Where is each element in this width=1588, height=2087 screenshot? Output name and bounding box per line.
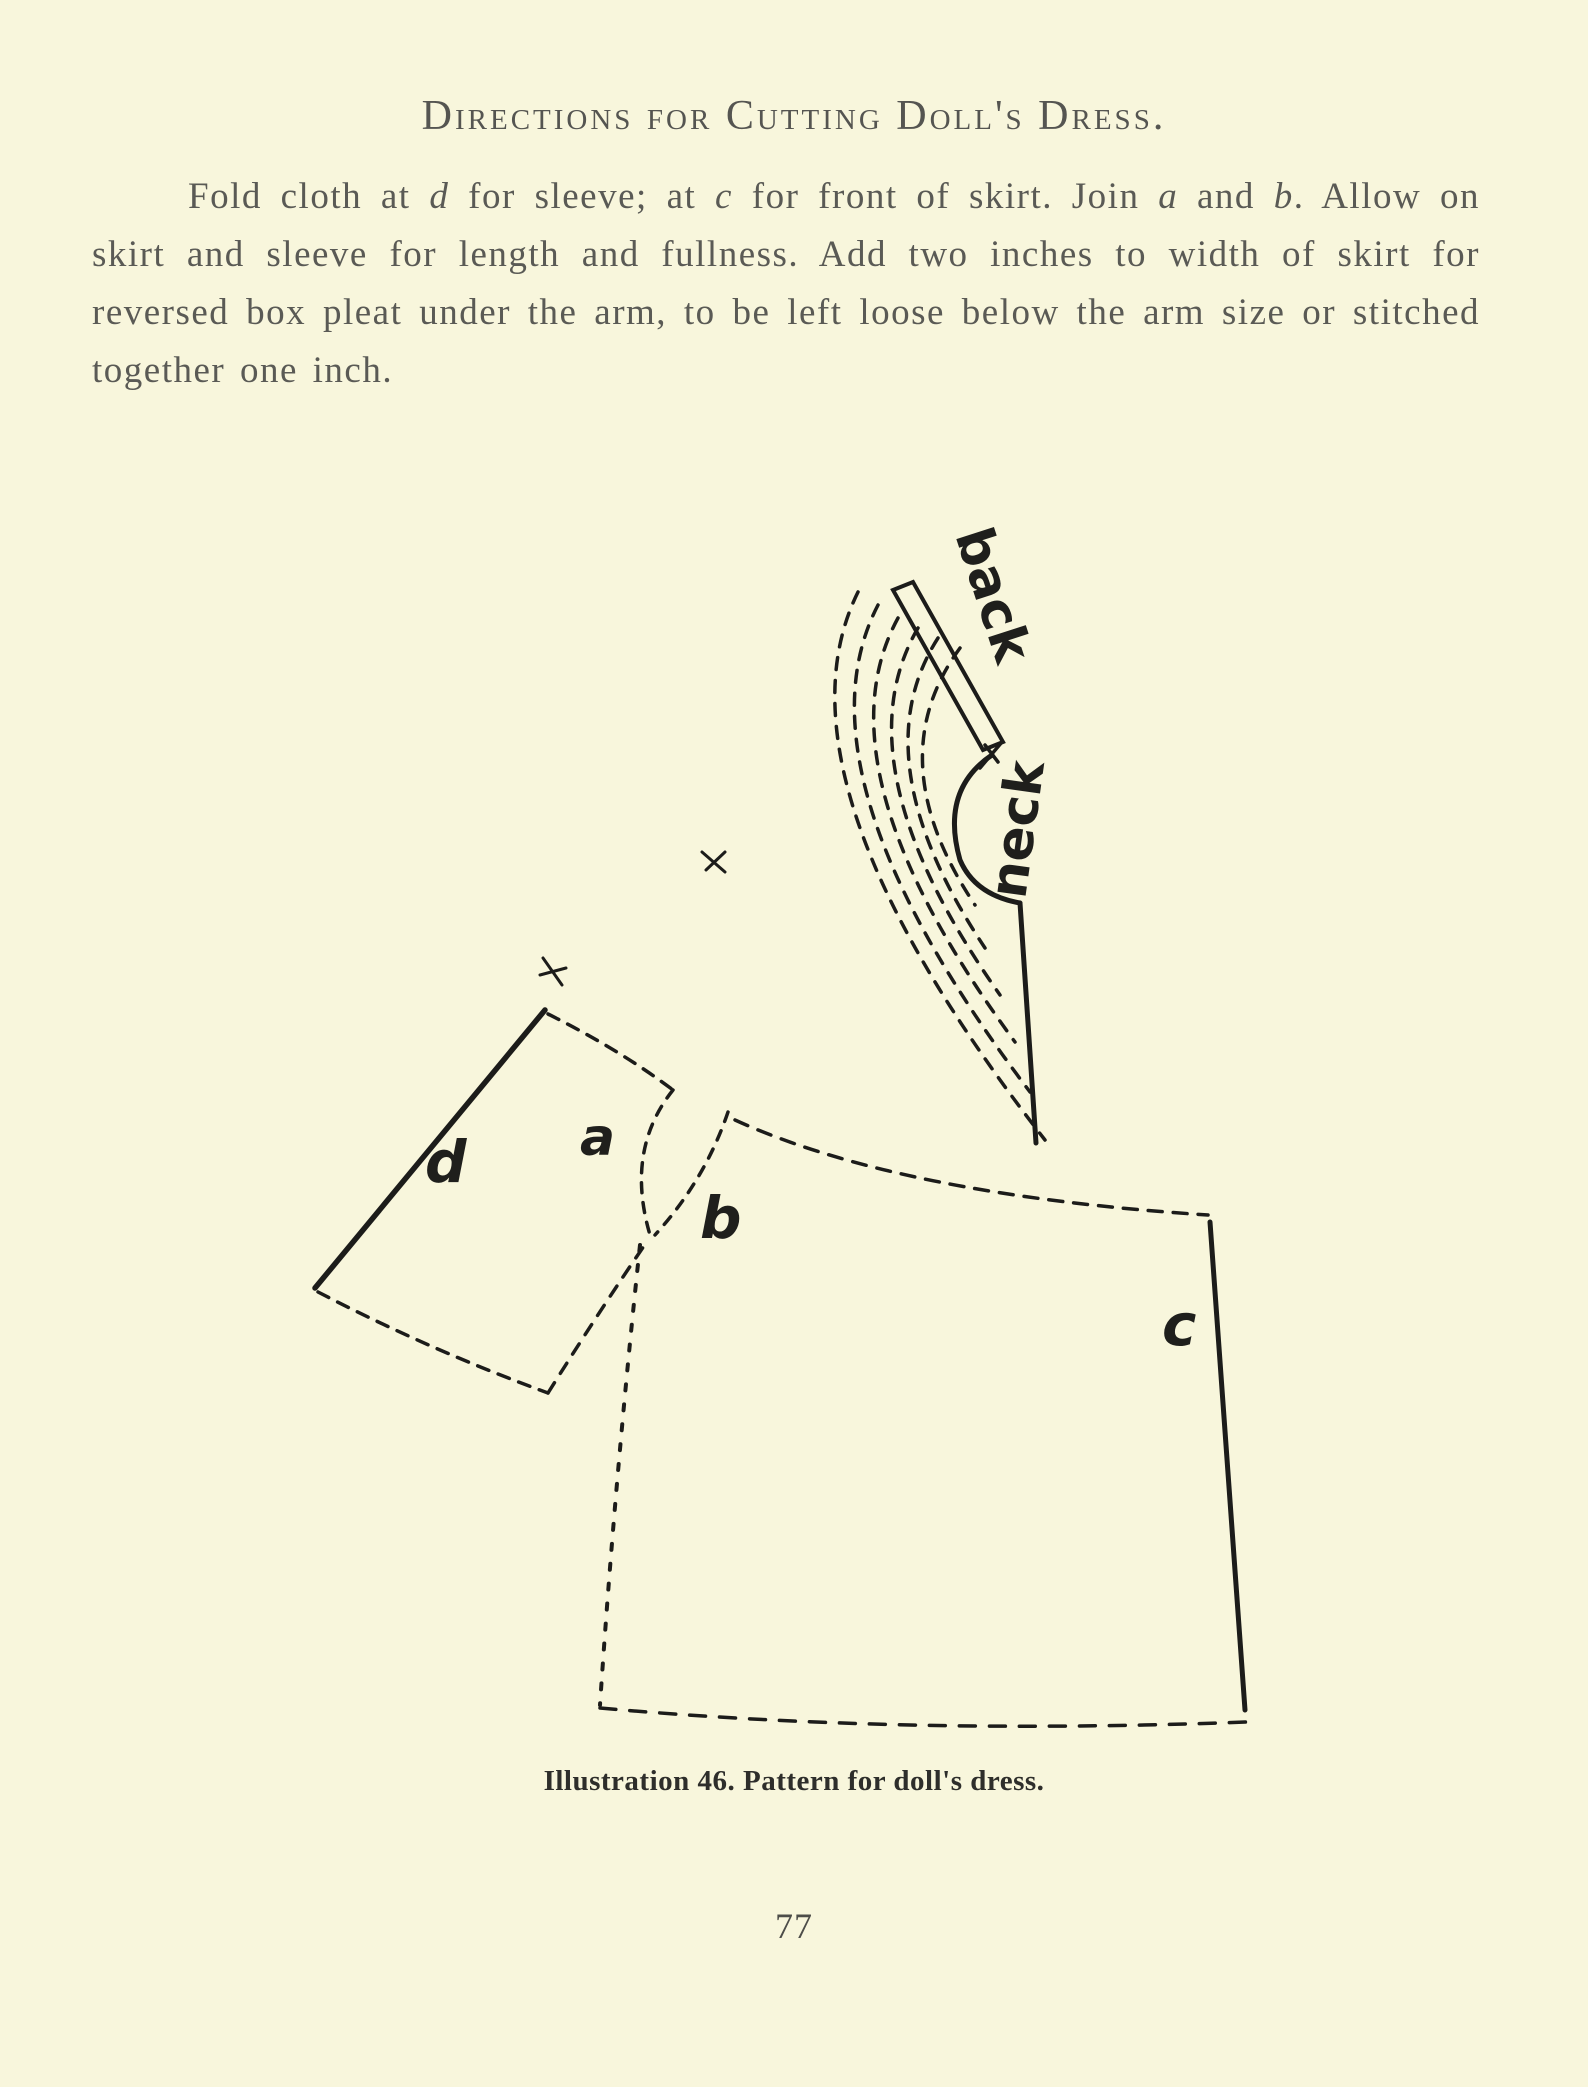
skirt-front-fold-c <box>1210 1222 1245 1710</box>
sleeve-edge-a <box>641 1090 673 1235</box>
figure-caption: Illustration 46. Pattern for doll's dress. <box>543 1765 1045 1797</box>
label-d: d <box>425 1128 467 1196</box>
label-neck: neck <box>978 757 1058 902</box>
letter-c-ref: c <box>715 176 733 217</box>
text-part-1: Fold cloth at <box>188 176 430 217</box>
label-b: b <box>700 1184 742 1252</box>
text-part-3: for front of skirt. Join <box>732 176 1159 217</box>
page-heading: Directions for Cutting Doll's Dress. <box>421 93 1167 139</box>
letter-b-ref: b <box>1273 176 1294 217</box>
text-part-5: . Allow on skirt and sleeve for length and fullness. Add two inches to width of skirt for reversed box pleat under the arm, to be left loose below the arm size or stitched together one inch. <box>92 176 1480 391</box>
letter-a-ref: a <box>1158 176 1179 217</box>
label-a: a <box>580 1108 616 1168</box>
skirt-top-edge <box>735 1120 1208 1215</box>
letter-d-ref: d <box>429 176 450 217</box>
sleeve-wrist-edge <box>548 1240 648 1393</box>
text-part-2: for sleeve; at <box>449 176 716 217</box>
bodice-front-fold <box>1020 903 1036 1143</box>
sleeve-top-edge <box>548 1014 673 1090</box>
sleeve-bottom-edge <box>318 1292 548 1393</box>
skirt-bottom-edge <box>600 1708 1246 1726</box>
skirt-side-edge <box>600 1245 640 1705</box>
label-c: c <box>1162 1291 1197 1359</box>
text-part-4: and <box>1178 176 1274 217</box>
page-number: 77 <box>775 1906 813 1946</box>
label-back: back <box>942 520 1043 670</box>
plus-mark-icon <box>540 958 566 985</box>
x-mark-icon <box>702 852 725 872</box>
